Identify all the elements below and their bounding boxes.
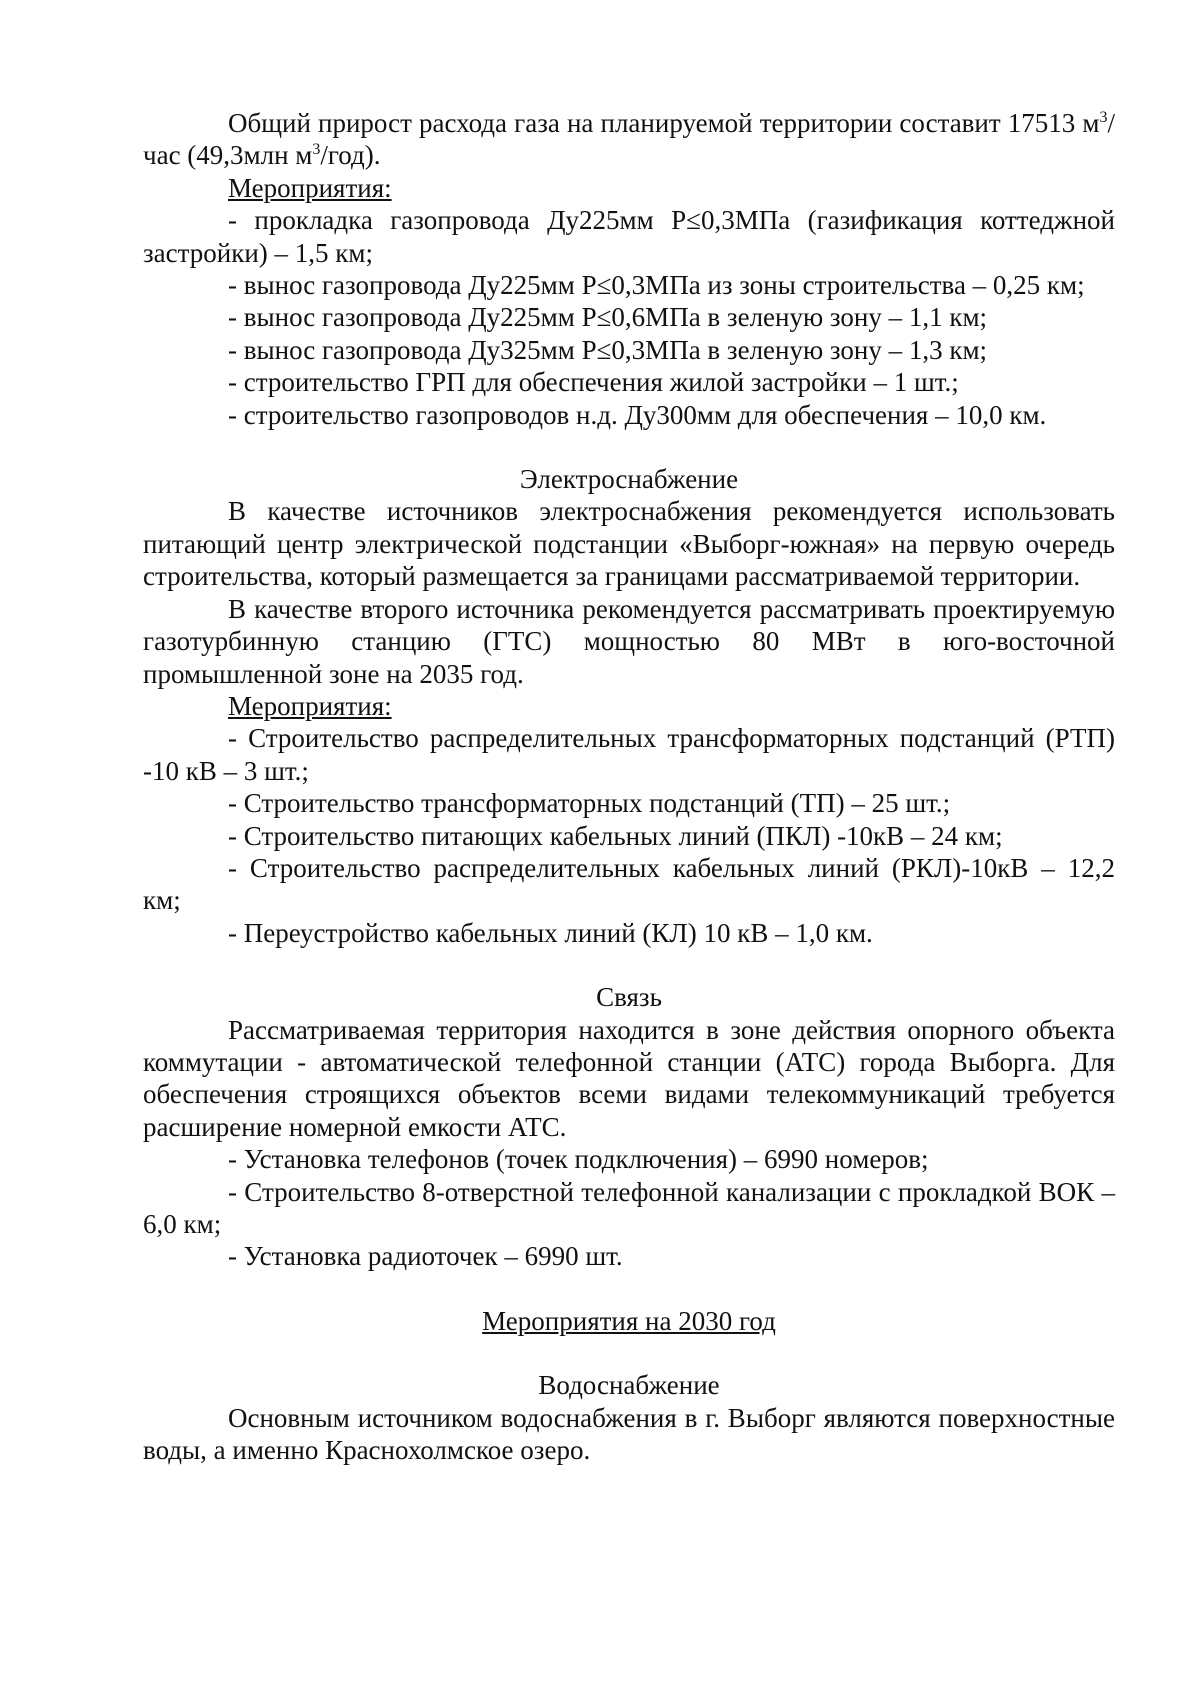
power-paragraph: В качестве источников электроснабжения рекомендуется использовать питающий центр электрической подстанции «Выборг-южная» на первую очередь строительства, который размещается за границами рассматриваемой территории. [143,496,1115,592]
power-paragraph: В качестве второго источника рекомендуется рассматривать проектируемую газотурбинную станцию (ГТС) мощностью 80 МВт в юго-восточной промышленной зоне на 2035 год. [143,593,1115,689]
gas-intro-text-1: Общий прирост расхода газа на планируемой территории составит 17513 м [228,108,1100,138]
power-measures-label: Мероприятия: [228,690,392,721]
plan-2030-heading: Мероприятия на 2030 год [482,1305,776,1336]
superscript-cubic-2: 3 [312,141,321,159]
comm-paragraph: Рассматриваемая территория находится в зоне действия опорного объекта коммутации - автоматической телефонной станции (АТС) города Выборга. Для обеспечения строящихся объектов всеми видами телекоммуникаций требуется расширение номерной емкости АТС. [143,1014,1115,1142]
gas-measures-label: Мероприятия: [228,172,392,203]
comm-measure-item: - Установка телефонов (точек подключения) – 6990 номеров; [228,1144,929,1175]
section-spacer [143,949,1115,981]
comm-measure-item: - Установка радиоточек – 6990 шт. [228,1241,623,1272]
power-measure-item: - Строительство питающих кабельных линий (ПКЛ) -10кВ – 24 км; [228,820,1003,851]
water-section-heading: Водоснабжение [538,1370,720,1401]
power-section-heading: Электроснабжение [519,464,739,495]
gas-intro-paragraph [143,107,1115,172]
gas-measure-item: - вынос газопровода Ду225мм Р≤0,6МПа в зеленую зону – 1,1 км; [228,302,988,333]
document-page [143,107,1115,1466]
comm-measure-item: - Строительство 8-отверстной телефонной канализации с прокладкой ВОК – 6,0 км; [143,1176,1115,1239]
power-measure-item: - Строительство распределительных трансформаторных подстанций (РТП) -10 кВ – 3 шт.; [143,723,1115,786]
water-paragraph: Основным источником водоснабжения в г. Выборг являются поверхностные воды, а именно Краснохолмское озеро. [143,1402,1115,1466]
comm-section-heading: Связь [596,982,662,1013]
section-spacer [143,1273,1115,1305]
gas-measure-item: - строительство ГРП для обеспечения жилой застройки – 1 шт.; [228,367,959,398]
gas-measure-item: - строительство газопроводов н.д. Ду300мм для обеспечения – 10,0 км. [228,399,1047,430]
power-measure-item: - Переустройство кабельных линий (КЛ) 10 кВ – 1,0 км. [228,917,873,948]
gas-intro-text-2: /час (49,3млн м [143,108,1115,171]
gas-measure-item: - вынос газопровода Ду325мм Р≤0,3МПа в зеленую зону – 1,3 км; [228,334,988,365]
gas-measure-item: - прокладка газопровода Ду225мм Р≤0,3МПа (газификация коттеджной застройки) – 1,5 км; [143,205,1115,268]
gas-measure-item: - вынос газопровода Ду225мм Р≤0,3МПа из зоны строительства – 0,25 км; [228,270,1085,301]
power-measure-item: - Строительство распределительных кабельных линий (РКЛ)-10кВ – 12,2 км; [143,852,1115,916]
superscript-cubic-1: 3 [1099,109,1108,126]
section-spacer [143,1337,1115,1369]
power-measure-item: - Строительство трансформаторных подстанций (ТП) – 25 шт.; [228,788,951,819]
section-spacer [143,431,1115,463]
gas-intro-text-3: /год). [320,140,381,171]
